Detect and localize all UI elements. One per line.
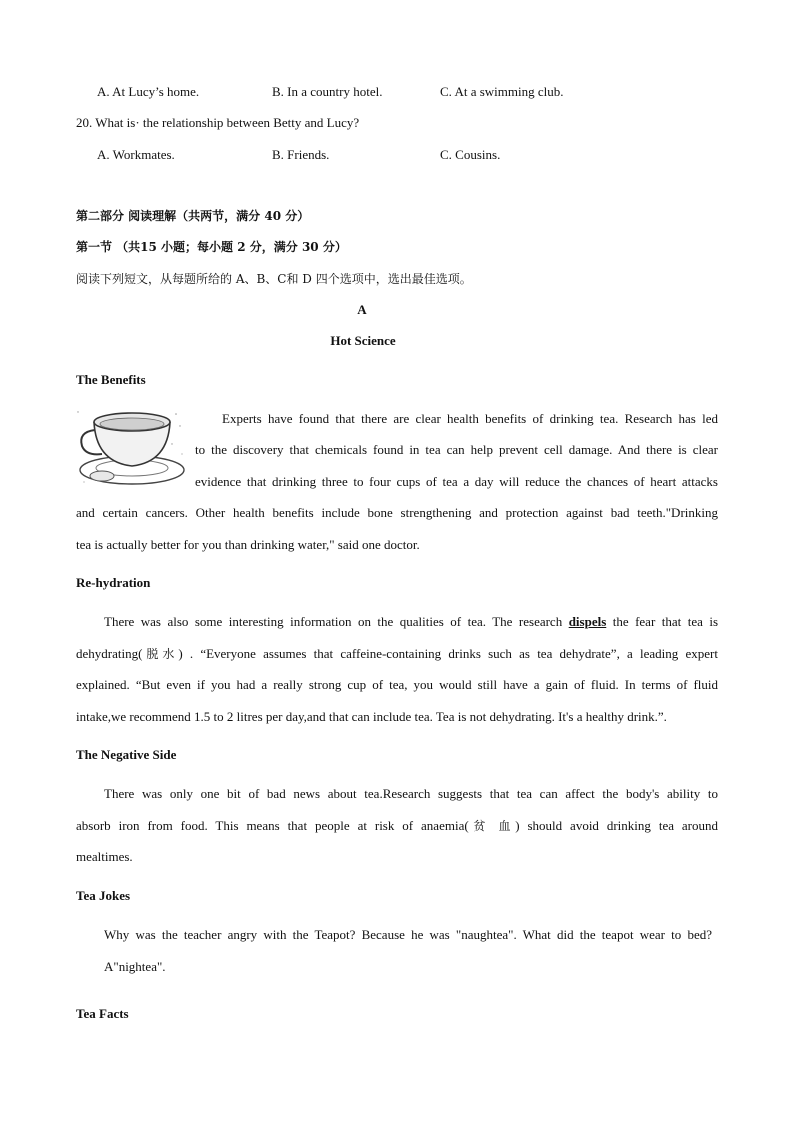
rehydration-text-b: the fear that tea is bbox=[606, 614, 719, 629]
rehydration-line-3: explained. “But even if you had a really strong cup of tea, you would still have a gain of fluid. In terms of fluid bbox=[76, 677, 718, 692]
negative-line-1: There was only one bit of bad news about tea.Research suggests that tea can affect the body's ability to bbox=[104, 786, 718, 801]
benefits-line-2: to the discovery that chemicals found in tea can help prevent cell damage. And there is clear bbox=[195, 442, 718, 457]
facts-heading: Tea Facts bbox=[76, 1006, 129, 1021]
q19-option-c: C. At a swimming club. bbox=[440, 84, 564, 99]
passage-letter: A bbox=[357, 302, 367, 317]
negative-heading: The Negative Side bbox=[76, 747, 177, 762]
rehydration-line-1 bbox=[104, 606, 718, 638]
jokes-line-1: Why was the teacher angry with the Teapot? Because he was "naughtea". What did the teapot wear to bed? bbox=[104, 927, 712, 942]
benefits-line-5: tea is actually better for you than drinking water," said one doctor. bbox=[76, 537, 420, 552]
rehydration-line-2 bbox=[76, 638, 718, 671]
chinese-gloss-dehydrating: 脱水 bbox=[142, 647, 179, 661]
q20-stem: 20. What is· the relationship between Betty and Lucy? bbox=[76, 115, 360, 130]
negative-line-3: mealtimes. bbox=[76, 849, 133, 864]
benefits-line-3: evidence that drinking three to four cups of tea a day will reduce the chances of heart attacks bbox=[195, 474, 718, 489]
section1-title: 第一节 （共15 小题；每小题 2 分，满分 30 分） bbox=[76, 240, 347, 254]
rehydration-l2-a: dehydrating( bbox=[76, 646, 143, 661]
negative-line-2 bbox=[76, 810, 718, 843]
negative-l2-b: ) should avoid drinking tea around bbox=[515, 818, 719, 833]
jokes-line-2: A"nightea". bbox=[104, 959, 166, 974]
teacup-icon bbox=[72, 404, 187, 490]
rehydration-line-4: intake,we recommend 1.5 to 2 litres per day,and that can include tea. Tea is not dehydrating. It's a healthy drink.”. bbox=[76, 709, 667, 724]
chinese-gloss-anaemia: 贫 血 bbox=[468, 819, 516, 833]
q19-option-b: B. In a country hotel. bbox=[272, 84, 383, 99]
part2-title: 第二部分 阅读理解（共两节，满分 40 分） bbox=[76, 209, 310, 223]
q20-option-c: C. Cousins. bbox=[440, 147, 501, 162]
negative-l2-a: absorb iron from food. This means that people at risk of anaemia( bbox=[76, 818, 469, 833]
q19-option-a: A. At Lucy’s home. bbox=[97, 84, 200, 99]
q20-option-a: A. Workmates. bbox=[97, 147, 175, 162]
rehydration-l2-b: ) . “Everyone assumes that caffeine-containing drinks such as tea dehydrate”, a leading expert bbox=[178, 646, 718, 661]
jokes-heading: Tea Jokes bbox=[76, 888, 131, 903]
instruction: 阅读下列短文，从每题所给的 A、B、C和 D 四个选项中，选出最佳选项。 bbox=[76, 272, 472, 286]
benefits-line-4: and certain cancers. Other health benefits include bone strengthening and protection against bad teeth."Drinking bbox=[76, 505, 718, 520]
keyword-dispels: dispels bbox=[568, 614, 607, 629]
benefits-heading: The Benefits bbox=[76, 372, 146, 387]
benefits-line-1: Experts have found that there are clear health benefits of drinking tea. Research has led bbox=[222, 411, 718, 426]
q20-option-b: B. Friends. bbox=[272, 147, 330, 162]
rehydration-text-a: There was also some interesting information on the qualities of tea. The research bbox=[104, 614, 569, 629]
rehydration-heading: Re-hydration bbox=[76, 575, 151, 590]
passage-title: Hot Science bbox=[330, 333, 396, 348]
